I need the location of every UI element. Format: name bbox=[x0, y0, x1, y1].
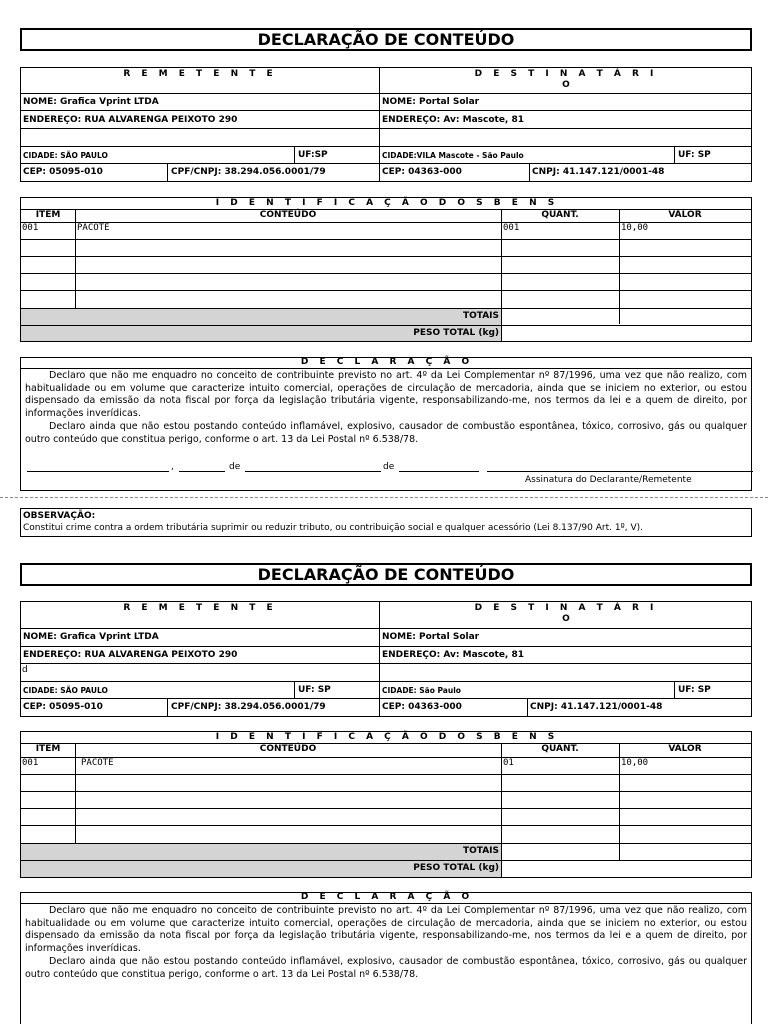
rem-uf: UF:SP bbox=[298, 150, 328, 160]
address-box-bottom bbox=[20, 601, 752, 717]
dest-uf: UF: SP bbox=[678, 150, 711, 160]
col-quant: QUANT. bbox=[541, 210, 579, 220]
declaracao-header: D E C L A R A Ç Ã O bbox=[300, 357, 474, 367]
col-valor: VALOR bbox=[668, 210, 702, 220]
totais-label: TOTAIS bbox=[462, 846, 499, 856]
rem-uf: UF: SP bbox=[298, 685, 331, 695]
declaracao-text: Declaro que não me enquadro no conceito de contribuinte previsto no art. 4º da Lei Complementar nº 87/1996, uma vez que não realizo, com habitualidade ou em volume que caracterize intuito comercial, operações de circulação de mercadoria, ainda que se iniciem no exterior, ou estou dispensado da emissão da nota fiscal por força da legislação tributária vigente, responsabilizando-me, nos termos da lei e a quem de direito, por informações inverídicas. Declaro ainda que não estou postando conteúdo inflamável, explosivo, causador de combustão espontânea, tóxico, corrosivo, gás ou qualquer outro conteúdo que constitua perigo, conforme o art. 13 da Lei Postal nº 6.538/78. bbox=[25, 905, 747, 980]
dest-cidade: CIDADE:VILA Mascote - São Paulo bbox=[382, 151, 524, 160]
page-title-bottom: DECLARAÇÃO DE CONTEÚDO bbox=[20, 563, 752, 586]
observacao-box bbox=[20, 508, 752, 537]
dest-cep: CEP: 04363-000 bbox=[382, 167, 462, 177]
page-title-top: DECLARAÇÃO DE CONTEÚDO bbox=[20, 28, 752, 51]
rem-endereco: ENDEREÇO: RUA ALVARENGA PEIXOTO 290 bbox=[23, 115, 238, 125]
col-item: ITEM bbox=[35, 744, 61, 754]
remetente-header: R E M E T E N T E bbox=[123, 603, 277, 613]
rem-nome: NOME: Grafica Vprint LTDA bbox=[23, 632, 159, 642]
declaracao-box-top: D E C L A R A Ç Ã O Declaro que não me enquadro no conceito de contribuinte previsto no art. 4º da Lei Complementar nº 87/1996, uma vez que não realizo, com habitualidade ou em volume que caracterize intuito comercial, operações de circulação de mercadoria, ainda que se iniciem no exterior, ou estou dispensado da emissão da nota fiscal por força da legislação tributária vigente, responsabilizando-me, nos termos da lei e a quem de direito, por informações inverídicas. Declaro ainda que não estou postando conteúdo inflamável, explosivo, causador de combustão espontânea, tóxico, corrosivo, gás ou qualquer outro conteúdo que constitua perigo, conforme o art. 13 da Lei Postal nº 6.538/78. , de de Assinatura do Declarante/Remetente bbox=[20, 357, 752, 491]
dest-cnpj: CNPJ: 41.147.121/0001-48 bbox=[530, 702, 663, 712]
row-valor: 10,00 bbox=[621, 223, 649, 233]
bens-header: I D E N T I F I C A Ç Ã O D O S B E N S bbox=[215, 198, 559, 208]
rem-cidade: CIDADE: SÃO PAULO bbox=[23, 151, 108, 160]
dest-endereco: ENDEREÇO: Av: Mascote, 81 bbox=[382, 650, 524, 660]
dest-uf: UF: SP bbox=[678, 685, 711, 695]
col-item: ITEM bbox=[35, 210, 61, 220]
observacao-label: OBSERVAÇÃO: bbox=[23, 511, 96, 521]
declaracao-header: D E C L A R A Ç Ã O bbox=[300, 892, 474, 902]
address-box-top bbox=[20, 67, 752, 182]
destinatario-header-cont: O bbox=[562, 614, 570, 624]
observacao-text: Constitui crime contra a ordem tributária suprimir ou reduzir tributo, ou contribuição social e qualquer acessório (Lei 8.137/90 Art. 1º, V). bbox=[23, 523, 644, 533]
assinatura-label: Assinatura do Declarante/Remetente bbox=[525, 475, 692, 485]
row-quant: 001 bbox=[503, 223, 520, 233]
cut-line bbox=[0, 497, 768, 498]
destinatario-header: D E S T I N A T Á R I bbox=[474, 603, 658, 613]
col-conteudo: CONTEÚDO bbox=[259, 210, 317, 220]
signature-line bbox=[487, 471, 753, 472]
destinatario-header: D E S T I N A T Á R I bbox=[474, 69, 658, 79]
bens-table-top bbox=[20, 197, 752, 342]
bens-table-bottom bbox=[20, 731, 752, 878]
row-item: 001 bbox=[22, 223, 39, 233]
dest-endereco: ENDEREÇO: Av: Mascote, 81 bbox=[382, 115, 524, 125]
row-conteudo: PACOTE bbox=[81, 758, 114, 768]
rem-cep: CEP: 05095-010 bbox=[23, 702, 103, 712]
dest-cnpj: CNPJ: 41.147.121/0001-48 bbox=[532, 167, 665, 177]
destinatario-header-cont: O bbox=[562, 80, 570, 90]
totais-label: TOTAIS bbox=[462, 311, 499, 321]
rem-cep: CEP: 05095-010 bbox=[23, 167, 103, 177]
rem-cpf: CPF/CNPJ: 38.294.056.0001/79 bbox=[171, 702, 326, 712]
dest-nome: NOME: Portal Solar bbox=[382, 97, 480, 107]
col-conteudo: CONTEÚDO bbox=[259, 744, 317, 754]
rem-cidade: CIDADE: SÃO PAULO bbox=[23, 686, 108, 695]
dest-nome: NOME: Portal Solar bbox=[382, 632, 480, 642]
declaracao-text: Declaro que não me enquadro no conceito de contribuinte previsto no art. 4º da Lei Complementar nº 87/1996, uma vez que não realizo, com habitualidade ou em volume que caracterize intuito comercial, operações de circulação de mercadoria, ainda que se iniciem no exterior, ou estou dispensado da emissão da nota fiscal por força da legislação tributária vigente, responsabilizando-me, nos termos da lei e a quem de direito, por informações inverídicas. Declaro ainda que não estou postando conteúdo inflamável, explosivo, causador de combustão espontânea, tóxico, corrosivo, gás ou qualquer outro conteúdo que constitua perigo, conforme o art. 13 da Lei Postal nº 6.538/78. bbox=[25, 370, 747, 445]
peso-total-label: PESO TOTAL (kg) bbox=[413, 328, 499, 338]
row-valor: 10,00 bbox=[621, 758, 649, 768]
dest-cidade: CIDADE: São Paulo bbox=[382, 686, 461, 695]
col-valor: VALOR bbox=[668, 744, 702, 754]
rem-nome: NOME: Grafica Vprint LTDA bbox=[23, 97, 159, 107]
declaracao-box-bottom bbox=[20, 892, 752, 1024]
dest-cep: CEP: 04363-000 bbox=[382, 702, 462, 712]
rem-cpf: CPF/CNPJ: 38.294.056.0001/79 bbox=[171, 167, 326, 177]
row-quant: 01 bbox=[503, 758, 514, 768]
col-quant: QUANT. bbox=[541, 744, 579, 754]
rem-endereco: ENDEREÇO: RUA ALVARENGA PEIXOTO 290 bbox=[23, 650, 238, 660]
rem-extra: d bbox=[22, 665, 28, 675]
row-item: 001 bbox=[22, 758, 39, 768]
row-conteudo: PACOTE bbox=[77, 223, 110, 233]
peso-total-label: PESO TOTAL (kg) bbox=[413, 863, 499, 873]
bens-header: I D E N T I F I C A Ç Ã O D O S B E N S bbox=[215, 732, 559, 742]
remetente-header: R E M E T E N T E bbox=[123, 69, 277, 79]
